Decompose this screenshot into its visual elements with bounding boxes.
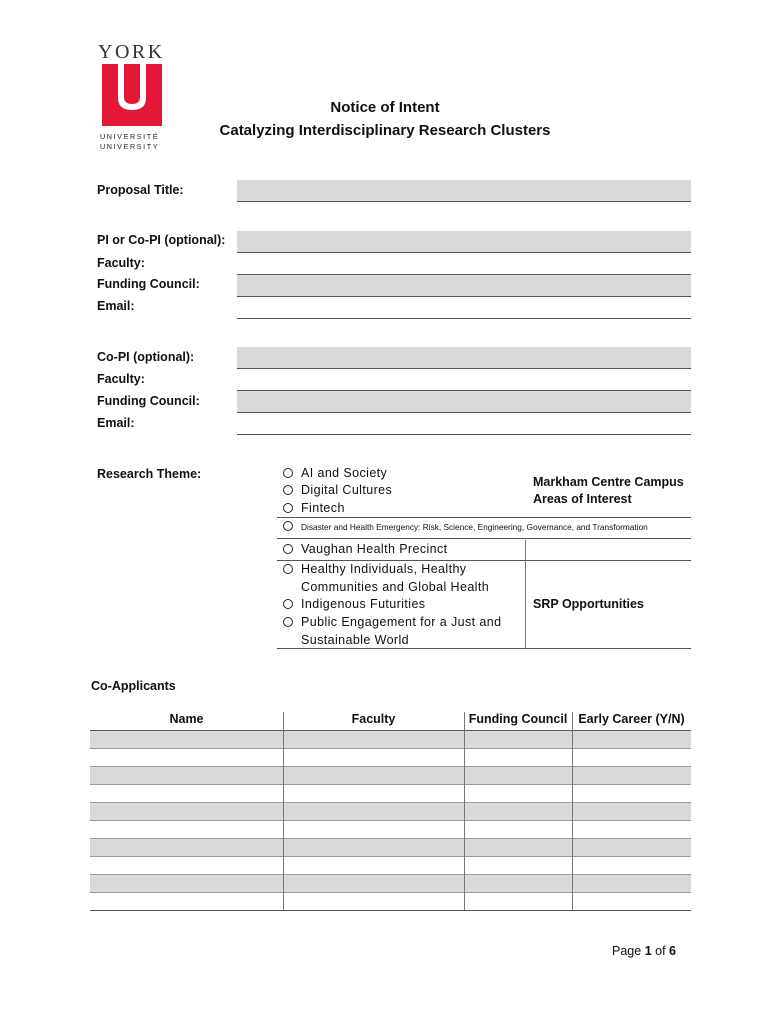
table-row-border (90, 892, 691, 893)
option-text-line: Public Engagement for a Just and (301, 615, 502, 629)
coapplicant-row[interactable] (90, 856, 691, 874)
coapplicant-row[interactable] (90, 838, 691, 856)
theme-option-digital-cultures[interactable]: Digital Cultures (283, 482, 392, 500)
table-row-border (90, 874, 691, 875)
york-university-logo (98, 41, 170, 151)
table-column-divider (283, 712, 284, 910)
logo-university: UNIVERSITY (100, 141, 160, 151)
table-row-border (90, 748, 691, 749)
copi-council-label: Funding Council: (97, 394, 200, 408)
table-row-border (90, 802, 691, 803)
pi-council-label: Funding Council: (97, 277, 200, 291)
theme-bottom-border (277, 648, 691, 649)
document-title: Notice of Intent (330, 99, 440, 116)
col-header-name: Name (169, 712, 204, 726)
proposal-title-label: Proposal Title: (97, 183, 184, 197)
table-row-border (90, 856, 691, 857)
pi-name-field[interactable] (237, 231, 691, 253)
radio-circle-icon[interactable] (283, 564, 293, 574)
document-title-block (0, 96, 770, 142)
coapplicant-row[interactable] (90, 874, 691, 892)
srp-heading: SRP Opportunities (533, 597, 644, 611)
option-text-line: Healthy Individuals, Healthy (301, 562, 467, 576)
table-bottom-border (90, 910, 691, 911)
research-theme-label: Research Theme: (97, 467, 202, 481)
coapplicant-row[interactable] (90, 730, 691, 748)
table-header-border (90, 730, 691, 731)
theme-option-disaster-health[interactable]: Disaster and Health Emergency: Risk, Science, Engineering, Governance, and Transformation (283, 518, 648, 536)
page-current: 1 (644, 944, 652, 958)
copi-council-field[interactable] (237, 391, 691, 413)
option-text-line: Sustainable World (301, 632, 410, 647)
col-header-faculty: Faculty (351, 712, 396, 726)
radio-circle-icon[interactable] (283, 485, 293, 495)
copi-email-field[interactable] (237, 413, 691, 435)
markham-heading-line2: Areas of Interest (533, 492, 632, 506)
coapplicants-heading: Co-Applicants (91, 679, 176, 693)
proposal-title-field[interactable] (237, 180, 691, 202)
pi-email-label: Email: (97, 299, 135, 313)
radio-circle-icon[interactable] (283, 521, 293, 531)
copi-faculty-label: Faculty: (97, 372, 145, 386)
table-row-border (90, 838, 691, 839)
theme-option-ai-society[interactable]: AI and Society (283, 465, 387, 483)
theme-divider (277, 538, 691, 539)
radio-circle-icon[interactable] (283, 503, 293, 513)
radio-circle-icon[interactable] (283, 599, 293, 609)
col-header-funding-council: Funding Council (468, 712, 568, 726)
coapplicant-row[interactable] (90, 784, 691, 802)
theme-option-indigenous-futurities[interactable]: Indigenous Futurities (283, 596, 425, 614)
pi-name-label: PI or Co-PI (optional): (97, 233, 226, 247)
table-row-border (90, 784, 691, 785)
copi-name-label: Co-PI (optional): (97, 350, 195, 364)
coapplicant-row[interactable] (90, 820, 691, 838)
theme-option-healthy-individuals[interactable] (283, 561, 489, 596)
page-number (612, 944, 676, 958)
theme-option-fintech[interactable]: Fintech (283, 500, 345, 518)
radio-circle-icon[interactable] (283, 544, 293, 554)
page-prefix: Page (612, 944, 642, 958)
logo-york-wordmark: YORK (98, 41, 165, 63)
table-row-border (90, 766, 691, 767)
coapplicant-row[interactable] (90, 802, 691, 820)
pi-faculty-label: Faculty: (97, 256, 145, 270)
pi-faculty-field[interactable] (237, 253, 691, 275)
table-row-border (90, 820, 691, 821)
page-total: 6 (669, 944, 676, 958)
pi-email-field[interactable] (237, 297, 691, 319)
pi-council-field[interactable] (237, 275, 691, 297)
copi-faculty-field[interactable] (237, 369, 691, 391)
coapplicant-row[interactable] (90, 766, 691, 784)
option-text-line: Communities and Global Health (301, 579, 490, 594)
document-subtitle: Catalyzing Interdisciplinary Research Clusters (219, 122, 551, 139)
markham-heading-line1: Markham Centre Campus (533, 475, 684, 489)
theme-column-divider (525, 540, 526, 648)
theme-option-vaughan[interactable]: Vaughan Health Precinct (283, 541, 448, 559)
copi-email-label: Email: (97, 416, 135, 430)
col-header-early-career: Early Career (Y/N) (578, 712, 685, 726)
coapplicant-row[interactable] (90, 748, 691, 766)
radio-circle-icon[interactable] (283, 617, 293, 627)
table-column-divider (572, 712, 573, 910)
copi-name-field[interactable] (237, 347, 691, 369)
radio-circle-icon[interactable] (283, 468, 293, 478)
page-of: of (655, 944, 666, 958)
coapplicant-row[interactable] (90, 892, 691, 910)
theme-option-public-engagement[interactable] (283, 614, 501, 649)
table-column-divider (464, 712, 465, 910)
logo-universite: UNIVERSITÉ (100, 132, 160, 141)
